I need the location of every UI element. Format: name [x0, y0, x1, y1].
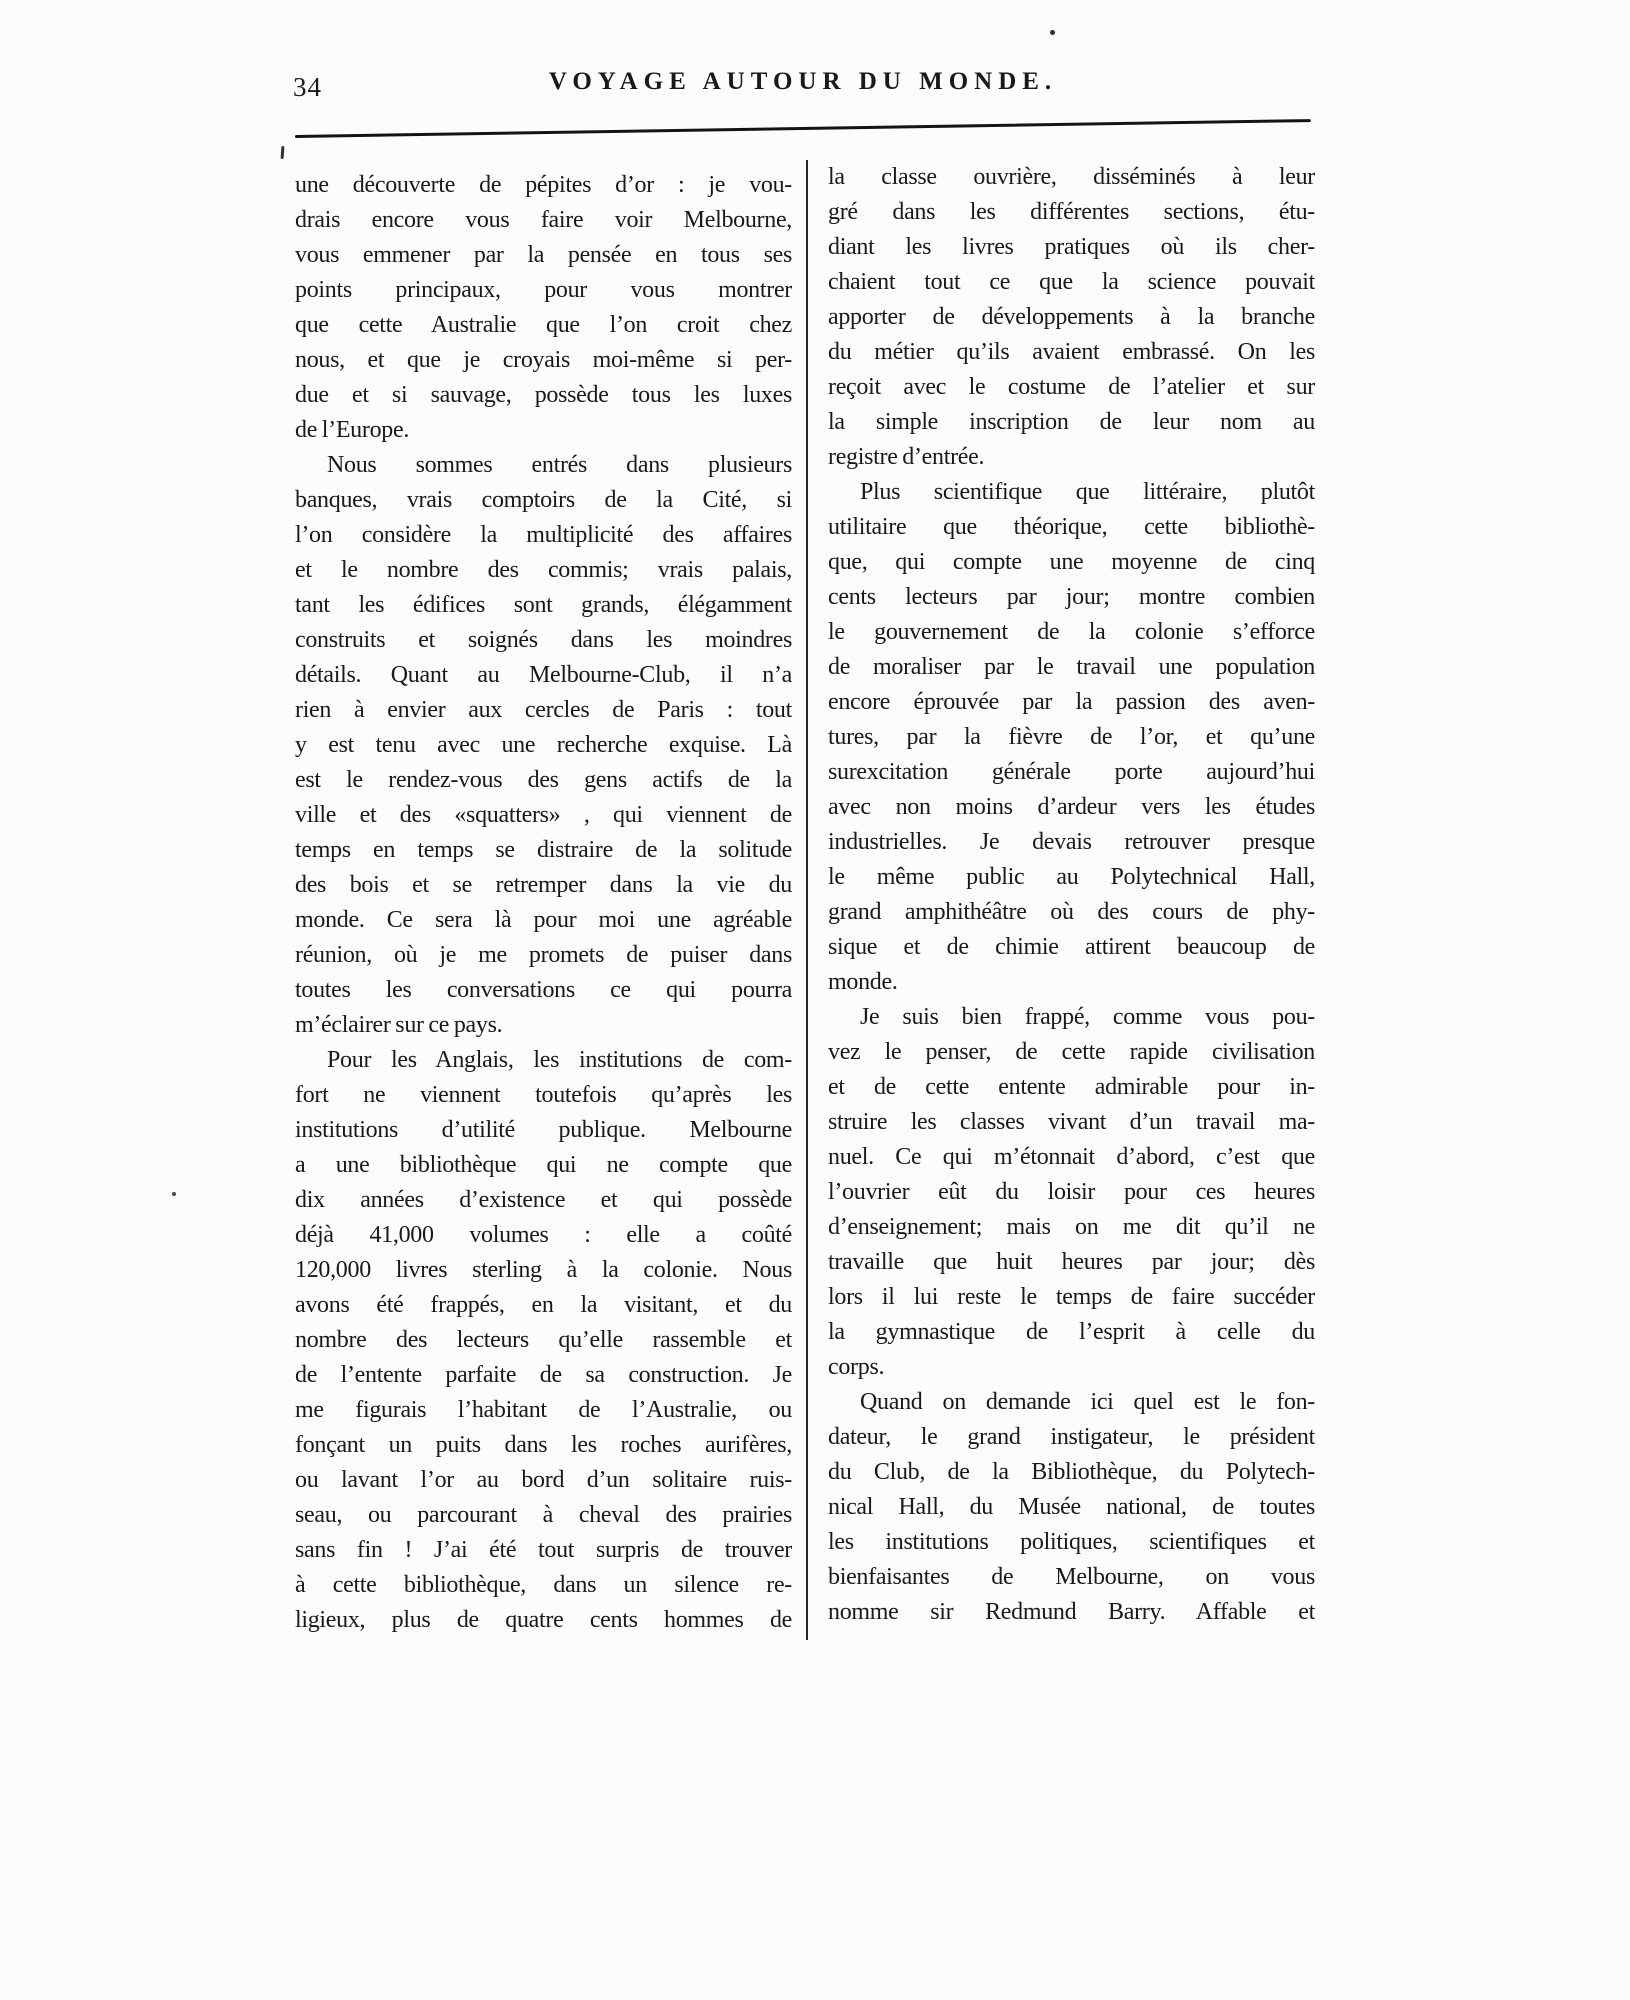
text-line: lors il lui reste le temps de faire succéder [828, 1284, 1315, 1310]
text-line: la classe ouvrière, disséminés à leur [828, 164, 1315, 190]
text-line: apporter de développements à la branche [828, 304, 1315, 330]
text-line: une découverte de pépites d’or : je vou- [295, 172, 792, 198]
text-line: Plus scientifique que littéraire, plutôt [860, 479, 1315, 505]
text-line: sique et de chimie attirent beaucoup de [828, 934, 1315, 960]
scan-artifact-dot [172, 1192, 176, 1196]
text-line: du métier qu’ils avaient embrassé. On les [828, 339, 1315, 365]
text-line: la simple inscription de leur nom au [828, 409, 1315, 435]
scan-artifact-tick [281, 146, 285, 159]
text-line: que, qui compte une moyenne de cinq [828, 549, 1315, 575]
text-line: toutes les conversations ce qui pourra [295, 977, 792, 1003]
text-line: travaille que huit heures par jour; dès [828, 1249, 1315, 1275]
text-line: cents lecteurs par jour; montre combien [828, 584, 1315, 610]
text-line: vez le penser, de cette rapide civilisation [828, 1039, 1315, 1065]
running-title: VOYAGE AUTOUR DU MONDE. [548, 68, 1058, 95]
text-line: banques, vrais comptoirs de la Cité, si [295, 487, 792, 513]
text-line: et de cette entente admirable pour in- [828, 1074, 1315, 1100]
text-line: struire les classes vivant d’un travail ma- [828, 1109, 1315, 1135]
text-line: bienfaisantes de Melbourne, on vous [828, 1564, 1315, 1590]
text-line: monde. Ce sera là pour moi une agréable [295, 907, 792, 933]
text-line: monde. [828, 969, 898, 995]
text-line: de moraliser par le travail une population [828, 654, 1315, 680]
text-line: construits et soignés dans les moindres [295, 627, 792, 653]
text-line: le même public au Polytechnical Hall, [828, 864, 1315, 890]
text-line: nous, et que je croyais moi-même si per- [295, 347, 792, 373]
text-line: fort ne viennent toutefois qu’après les [295, 1082, 792, 1108]
text-line: à cette bibliothèque, dans un silence re- [295, 1572, 792, 1598]
text-line: tant les édifices sont grands, élégamment [295, 592, 792, 618]
text-line: les institutions politiques, scientifiques et [828, 1529, 1315, 1555]
text-line: fonçant un puits dans les roches aurifères, [295, 1432, 792, 1458]
page-number: 34 [293, 72, 322, 102]
text-line: nical Hall, du Musée national, de toutes [828, 1494, 1315, 1520]
text-line: rien à envier aux cercles de Paris : tout [295, 697, 792, 723]
text-line: m’éclairer sur ce pays. [295, 1012, 503, 1038]
text-line: que cette Australie que l’on croit chez [295, 312, 792, 338]
right-text-column [828, 160, 1315, 1630]
text-line: avec non moins d’ardeur vers les études [828, 794, 1315, 820]
text-line: institutions d’utilité publique. Melbourne [295, 1117, 792, 1143]
text-line: nuel. Ce qui m’étonnait d’abord, c’est que [828, 1144, 1315, 1170]
text-line: est le rendez-vous des gens actifs de la [295, 767, 792, 793]
text-line: Je suis bien frappé, comme vous pou- [860, 1004, 1315, 1030]
text-line: ligieux, plus de quatre cents hommes de [295, 1607, 792, 1633]
text-line: industrielles. Je devais retrouver presque [828, 829, 1315, 855]
header-rule [295, 119, 1311, 138]
text-line: sans fin ! J’ai été tout surpris de trouver [295, 1537, 792, 1563]
text-line: chaient tout ce que la science pouvait [828, 269, 1315, 295]
text-line: y est tenu avec une recherche exquise. Là [295, 732, 792, 758]
text-line: tures, par la fièvre de l’or, et qu’une [828, 724, 1315, 750]
text-line: reçoit avec le costume de l’atelier et sur [828, 374, 1315, 400]
text-line: Pour les Anglais, les institutions de com- [327, 1047, 792, 1073]
text-line: grand amphithéâtre où des cours de phy- [828, 899, 1315, 925]
text-line: ville et des «squatters» , qui viennent de [295, 802, 792, 828]
text-line: surexcitation générale porte aujourd’hui [828, 759, 1315, 785]
text-line: a une bibliothèque qui ne compte que [295, 1152, 792, 1178]
scan-artifact-dot [1050, 30, 1055, 35]
column-divider-rule [806, 160, 808, 1640]
text-line: nomme sir Redmund Barry. Affable et [828, 1599, 1315, 1625]
text-line: gré dans les différentes sections, étu- [828, 199, 1315, 225]
text-line: l’ouvrier eût du loisir pour ces heures [828, 1179, 1315, 1205]
text-line: de l’Europe. [295, 417, 410, 443]
text-line: dix années d’existence et qui possède [295, 1187, 792, 1213]
text-line: encore éprouvée par la passion des aven- [828, 689, 1315, 715]
text-line: de l’entente parfaite de sa construction. Je [295, 1362, 792, 1388]
text-line: Nous sommes entrés dans plusieurs [327, 452, 792, 478]
text-line: temps en temps se distraire de la solitude [295, 837, 792, 863]
text-line: déjà 41,000 volumes : elle a coûté [295, 1222, 792, 1248]
text-line: et le nombre des commis; vrais palais, [295, 557, 792, 583]
text-line: drais encore vous faire voir Melbourne, [295, 207, 792, 233]
text-line: avons été frappés, en la visitant, et du [295, 1292, 792, 1318]
text-line: détails. Quant au Melbourne-Club, il n’a [295, 662, 792, 688]
text-line: me figurais l’habitant de l’Australie, ou [295, 1397, 792, 1423]
text-line: utilitaire que théorique, cette bibliothè- [828, 514, 1315, 540]
text-line: points principaux, pour vous montrer [295, 277, 792, 303]
text-line: corps. [828, 1354, 885, 1380]
text-line: registre d’entrée. [828, 444, 985, 470]
text-line: dateur, le grand instigateur, le président [828, 1424, 1315, 1450]
text-line: réunion, où je me promets de puiser dans [295, 942, 792, 968]
text-line: due et si sauvage, possède tous les luxes [295, 382, 792, 408]
text-line: vous emmener par la pensée en tous ses [295, 242, 792, 268]
text-line: des bois et se retremper dans la vie du [295, 872, 792, 898]
text-line: le gouvernement de la colonie s’efforce [828, 619, 1315, 645]
text-line: diant les livres pratiques où ils cher- [828, 234, 1315, 260]
text-line: la gymnastique de l’esprit à celle du [828, 1319, 1315, 1345]
text-line: nombre des lecteurs qu’elle rassemble et [295, 1327, 792, 1353]
text-line: l’on considère la multiplicité des affaires [295, 522, 792, 548]
text-line: ou lavant l’or au bord d’un solitaire ruis- [295, 1467, 792, 1493]
text-line: 120,000 livres sterling à la colonie. Nous [295, 1257, 792, 1283]
text-line: seau, ou parcourant à cheval des prairies [295, 1502, 792, 1528]
text-line: d’enseignement; mais on me dit qu’il ne [828, 1214, 1315, 1240]
text-line: Quand on demande ici quel est le fon- [860, 1389, 1315, 1415]
left-text-column [295, 168, 792, 1638]
text-line: du Club, de la Bibliothèque, du Polytech- [828, 1459, 1315, 1485]
